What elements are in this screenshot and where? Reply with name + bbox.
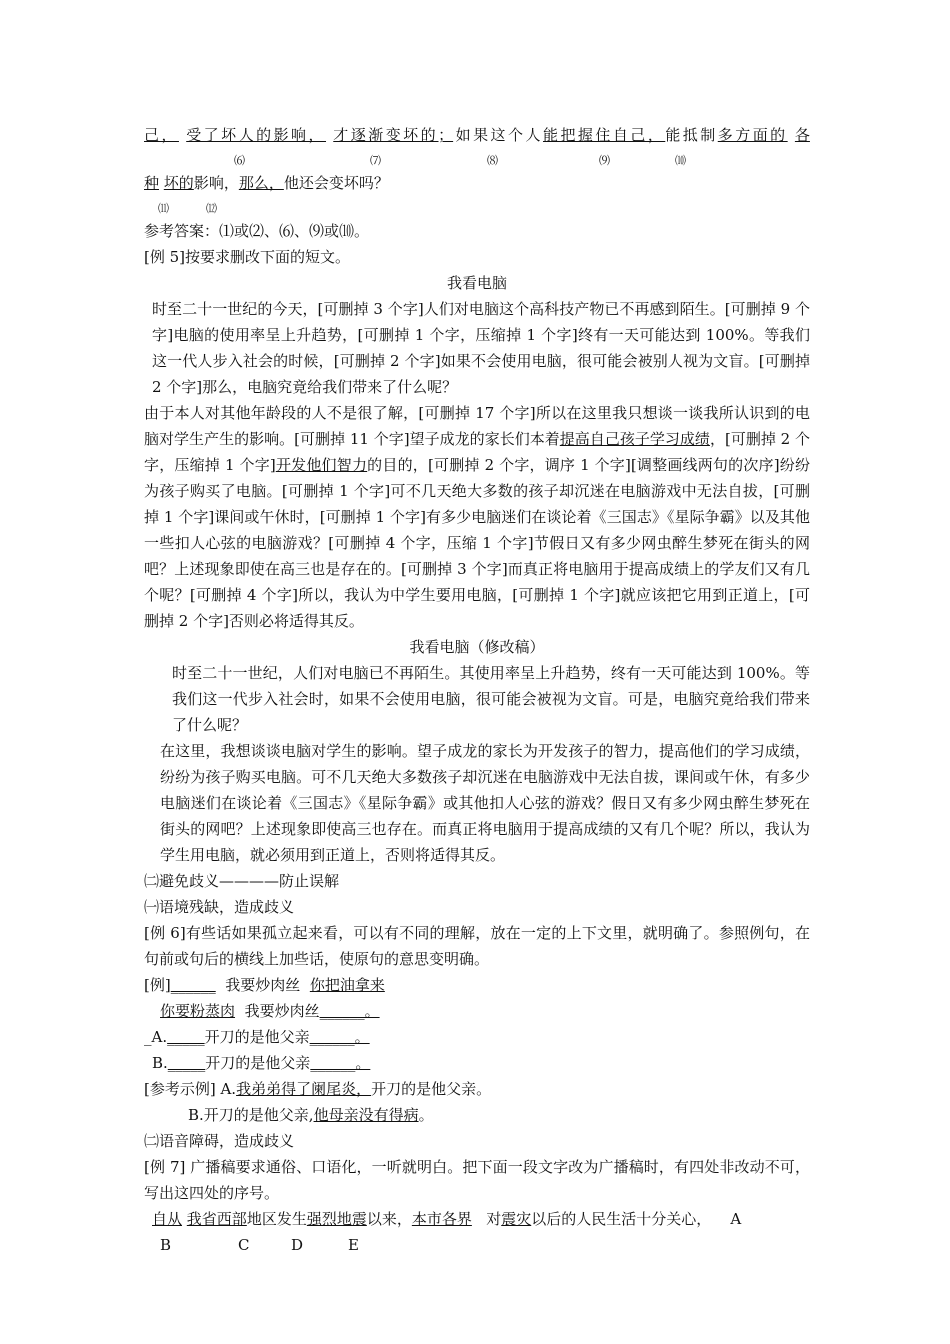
ex4-line1-numbers [144, 148, 810, 170]
ex6-sentence-1: 我要炒肉丝 [225, 976, 301, 994]
num-10: ⑽ [675, 154, 686, 167]
ex6-blank: ______ [170, 976, 216, 994]
num-11: ⑾ [158, 202, 169, 215]
ex5-label: [例 5]按要求删改下面的短文。 [144, 248, 351, 266]
sub-heading-1: ㈠语境残缺，造成歧义 [144, 898, 295, 916]
ex5-paragraph-1: 时至二十一世纪的今天，[可删掉 3 个字]人们对电脑这个高科技产物已不再感到陌生。[可删掉 9 个字]电脑的使用率呈上升趋势，[可删掉 1 个字，压缩掉 1 个字]终有一天可能达到 100%。等我们这一代人步入社会的时候，[可删掉 2 个字]如果不会使用电脑，很可能会被别人视为文盲。[可删掉 2 个字]那么，电脑究竟给我们带来了什么呢？ [152, 300, 810, 396]
revision-title: 我看电脑（修改稿） [409, 638, 545, 656]
ex6-sentence-2: 我要炒肉丝 [244, 1002, 320, 1020]
seg-13: 那么， [238, 174, 284, 192]
sub-heading-2: ㈡语音障碍，造成歧义 [144, 1132, 295, 1150]
ans-b-underline: 他母亲没有得病 [313, 1106, 419, 1124]
ex6-example-1 [144, 972, 810, 998]
ex6-before-2: 你要粉蒸肉 [160, 1002, 236, 1020]
letter-e: E [348, 1236, 359, 1254]
ex7-plain-2: 以来， [366, 1210, 412, 1228]
ans-a-underline: 我弟弟得了阑尾炎， [236, 1080, 372, 1098]
letter-d: D [291, 1236, 304, 1254]
ex6-blank-2: ______。 [319, 1002, 380, 1020]
seg-11b: 种 [144, 174, 160, 192]
ans-b-pre: B.开刀的是他父亲, [188, 1106, 314, 1124]
qb-text: 开刀的是他父亲 [205, 1054, 311, 1072]
seg-plain-4: 他还会变坏吗？ [283, 174, 389, 192]
ex6-text: [例 6]有些话如果孤立起来看，可以有不同的理解，放在一定的上下文里，就明确了。参照例句，在句前或句后的横线上加些话，使原句的意思变明确。 [144, 924, 810, 968]
ex7-plain-3: 对 [486, 1210, 502, 1228]
section-heading: ㈡避免歧义————防止误解 [144, 872, 340, 890]
num-12: ⑿ [206, 202, 217, 215]
ex6-example-2 [144, 998, 810, 1024]
p2-underline-2: 开发他们智力 [275, 456, 368, 474]
p2-underline-1: 提高自己孩子学习成绩 [559, 430, 710, 448]
ex6-after-1: 你把油拿来 [309, 976, 385, 994]
ex7-part-b: 我省西部 [186, 1210, 247, 1228]
qa-prefix: A. [151, 1028, 168, 1046]
qb-blank-1: _____ [167, 1054, 206, 1072]
num-9: ⑼ [599, 154, 610, 167]
qb-prefix: B. [152, 1054, 168, 1072]
question-a: _A._____开刀的是他父亲______。 [144, 1024, 810, 1050]
num-7: ⑺ [370, 154, 381, 167]
answer-a [144, 1076, 810, 1102]
ex7-text: [例 7] 广播稿要求通俗、口语化，一听就明白。把下面一段文字改为广播稿时，有四处非改动不可，写出这四处的序号。 [144, 1158, 810, 1202]
ex6-label: [例] [144, 976, 171, 994]
question-b [144, 1050, 810, 1076]
ex7-part-e: 震灾 [501, 1210, 532, 1228]
qa-text: 开刀的是他父亲 [204, 1028, 310, 1046]
num-6: ⑹ [234, 154, 245, 167]
num-8: ⑻ [487, 154, 498, 167]
p2-b: ，[可删掉 2 个字，压缩掉 1 个字] [144, 430, 810, 474]
ex7-letter-a: A [730, 1210, 742, 1228]
letter-c: C [238, 1236, 250, 1254]
seg-1: 己， [144, 126, 179, 144]
ans-b-end: 。 [418, 1106, 434, 1124]
seg-plain: 如果这个人 [453, 126, 543, 144]
ex7-sentence [144, 1206, 810, 1232]
letter-b: B [160, 1236, 172, 1254]
ans-a-rest: 开刀的是他父亲。 [371, 1080, 492, 1098]
ex5-title: 我看电脑 [446, 274, 507, 292]
document-page [144, 122, 810, 1258]
seg-plain-3: 影响， [193, 174, 239, 192]
ex7-letters [144, 1232, 810, 1258]
ex7-part-c: 强烈地震 [306, 1210, 367, 1228]
revision-paragraph-2: 在这里，我想谈谈电脑对学生的影响。望子成龙的家长为开发孩子的智力，提高他们的学习成绩，纷纷为孩子购买电脑。可不几天绝大多数孩子却沉迷在电脑游戏中无法自拔，课间或午休，有多少电脑迷们在谈论着《三国志》《星际争霸》或其他扣人心弦的游戏？假日又有多少网虫醉生梦死在街头的网吧？上述现象即使高三也存在。而真正将电脑用于提高成绩的又有几个呢？所以，我认为学生用电脑，就必须用到正道上，否则将适得其反。 [160, 742, 810, 864]
ex4-line1 [144, 122, 810, 148]
ex4-line2-numbers [144, 196, 810, 218]
seg-6: 受了坏人的影响， [186, 126, 327, 144]
seg-7: 才逐渐变坏的； [333, 126, 454, 144]
answer-b [144, 1102, 810, 1128]
ex4-answer: 参考答案：⑴或⑵、⑹、⑼或⑽。 [144, 222, 370, 240]
ex7-part-a: 自从 [152, 1210, 183, 1228]
qa-blank-1: _____ [167, 1028, 205, 1046]
ex7-plain-4: 以后的人民生活十分关心， [531, 1210, 712, 1228]
ex7-plain-1: 地区发生 [246, 1210, 307, 1228]
ex5-paragraph-2 [144, 400, 810, 634]
revision-paragraph-1: 时至二十一世纪，人们对电脑已不再陌生。其使用率呈上升趋势，终有一天可能达到 100%。等我们这一代步入社会时，如果不会使用电脑，很可能会被视为文盲。可是，电脑究竟给我们带来了什么呢？ [172, 664, 810, 734]
seg-plain-2: 能抵制 [665, 126, 718, 144]
p2-c: 的目的，[可删掉 2 个字，调序 1 个字][调整画线两句的次序]纷纷为孩子购买了电脑。[可删掉 1 个字]可不几天绝大多数的孩子却沉迷在电脑游戏中无法自拔，[可删掉 1 个字]课间或午休时，[可删掉 1 个字]有多少电脑迷们在谈论着《三国志》《星际争霸》以及其他一些扣人心弦的电脑游戏？[可删掉 4 个字，压缩 1 个字]节假日又有多少网虫醉生梦死在街头的网吧？上述现象即使在高三也是存在的。[可删掉 3 个字]而真正将电脑用于提高成绩上的学友们又有几个呢？[可删掉 4 个字]所以，我认为中学生要用电脑，[可删掉 1 个字]就应该把它用到正道上，[可删掉 2 个字]否则必将适得其反。 [144, 456, 810, 630]
ans-label: [参考示例] A. [144, 1080, 237, 1098]
seg-11a: 各 [794, 126, 810, 144]
qb-blank-2: ______。 [310, 1054, 371, 1072]
seg-10: 多方面的 [717, 126, 788, 144]
seg-9: 能把握住自己， [542, 126, 666, 144]
seg-12: 坏的 [163, 174, 194, 192]
p2-a: 由于本人对其他年龄段的人不是很了解，[可删掉 17 个字]所以在这里我只想谈一谈我所认识到的电脑对学生产生的影响。[可删掉 11 个字]望子成龙的家长们本着 [144, 404, 810, 448]
ex7-part-d: 本市各界 [411, 1210, 472, 1228]
qa-blank-2: ______。 [309, 1028, 370, 1046]
